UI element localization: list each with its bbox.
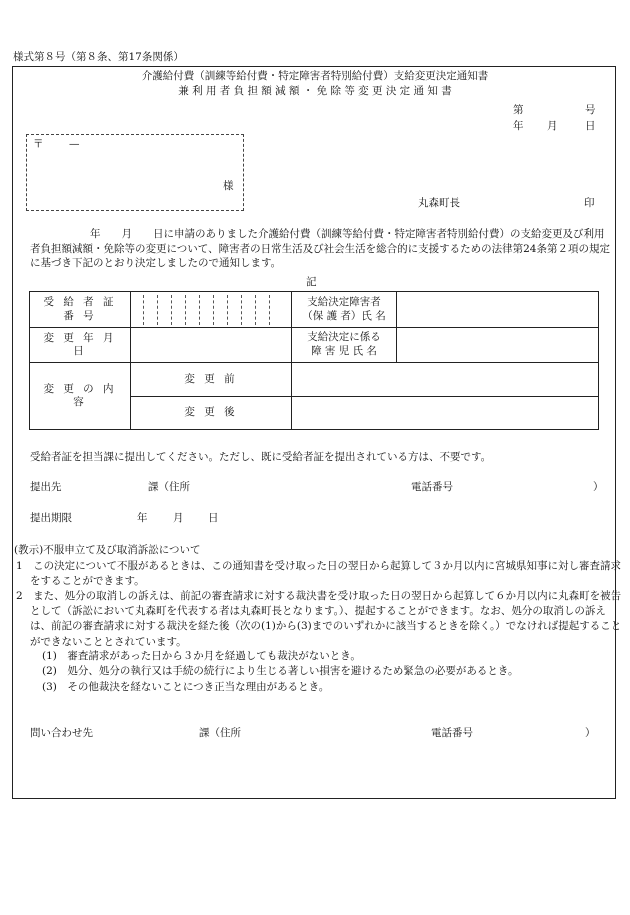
sender-name: 丸森町長: [418, 197, 460, 209]
form-label: 様式第８号（第８条、第17条関係）: [13, 51, 184, 63]
change-date-cell: [131, 328, 292, 363]
appeal-clause-2: 2 また、処分の取消しの訴えは、前記の審査請求に対する裁決書を受け取った日の翌日から起算して６か月以内に丸森町を被告として（訴訟において丸森町を代表する者は丸森町長となります。）、提起することができます。なお、処分の取消しの訴えは、前記の審査請求に対する裁決を経た後（次の(1)から(3)までのいずれかに該当するときを除く。）でなければ提起することができないこととされています。: [16, 590, 622, 648]
appeal-item-3: (3) その他裁決を経ないことにつき正当な理由があるとき。: [42, 681, 330, 693]
cert-number-cells: [131, 292, 292, 328]
after-label: 変 更 後: [131, 397, 292, 430]
submit-section-label: 課（住所: [148, 481, 190, 493]
submit-notice: 受給者証を担当課に提出してください。ただし、既に受給者証を提出されている方は、不要です。: [30, 451, 492, 463]
before-content-cell: [292, 363, 599, 397]
submit-to-label: 提出先: [30, 481, 62, 493]
inquiry-section-label: 課（住所: [199, 727, 241, 739]
child-name-label: 支給決定に係る 障 害 児 氏 名: [292, 328, 397, 363]
disabled-person-label: 支給決定障害者 （保 護 者）氏 名: [292, 292, 397, 328]
number-label-dai: 第: [513, 104, 524, 116]
seal-mark: 印: [584, 197, 595, 209]
honorific: 様: [223, 180, 234, 192]
postal-mark: 〒: [33, 138, 44, 150]
appeal-clause-1: 1 この決定について不服があるときは、この通知書を受け取った日の翌日から起算して３か月以内に宮城県知事に対し審査請求をすることができます。: [16, 560, 621, 588]
address-box: [26, 134, 244, 211]
inquiry-close-paren: ）: [585, 727, 596, 739]
notice-body: 年 月 日に申請のありました介護給付費（訓練等給付費・特定障害者特別給付費）の支給変更及び利用者負担額減額・免除等の変更について、障害者の日常生活及び社会生活を総合的に支援するための法律第24条第２項の規定に基づき下記のとおり決定しましたので通知します。: [30, 228, 610, 270]
disabled-person-name-cell: [397, 292, 599, 328]
decision-table: [29, 291, 599, 430]
title-line-2: 兼 利 用 者 負 担 額 減 額 ・ 免 除 等 変 更 決 定 通 知 書: [178, 85, 452, 97]
deadline-month: 月: [173, 512, 184, 524]
deadline-year: 年: [137, 512, 148, 524]
title-line-1: 介護給付費（訓練等給付費・特定障害者特別給付費）支給変更決定通知書: [141, 70, 489, 82]
appeal-item-2: (2) 処分、処分の執行又は手続の続行により生じる著しい損害を避けるため緊急の必要があるとき。: [42, 665, 519, 677]
submit-close-paren: ）: [593, 481, 604, 493]
deadline-label: 提出期限: [30, 512, 72, 524]
child-name-cell: [397, 328, 599, 363]
inquiry-label: 問い合わせ先: [30, 727, 93, 739]
deadline-day: 日: [208, 512, 219, 524]
issue-date-year: 年: [513, 120, 524, 132]
submit-phone-label: 電話番号: [411, 481, 453, 493]
cert-number-label: 受 給 者 証 番 号: [30, 292, 131, 328]
number-label-go: 号: [585, 104, 596, 116]
before-label: 変 更 前: [131, 363, 292, 397]
after-content-cell: [292, 397, 599, 430]
appeal-title: (教示)不服申立て及び取消訴訟について: [14, 544, 201, 556]
issue-date-month: 月: [547, 120, 558, 132]
change-date-label: 変 更 年 月 日: [30, 328, 131, 363]
inquiry-phone-label: 電話番号: [431, 727, 473, 739]
appeal-item-1: (1) 審査請求があった日から３か月を経過しても裁決がないとき。: [42, 650, 361, 662]
change-content-label: 変 更 の 内 容: [30, 363, 131, 430]
ki-label: 記: [306, 276, 317, 288]
issue-date-day: 日: [585, 120, 596, 132]
postal-dash: —: [69, 138, 80, 150]
